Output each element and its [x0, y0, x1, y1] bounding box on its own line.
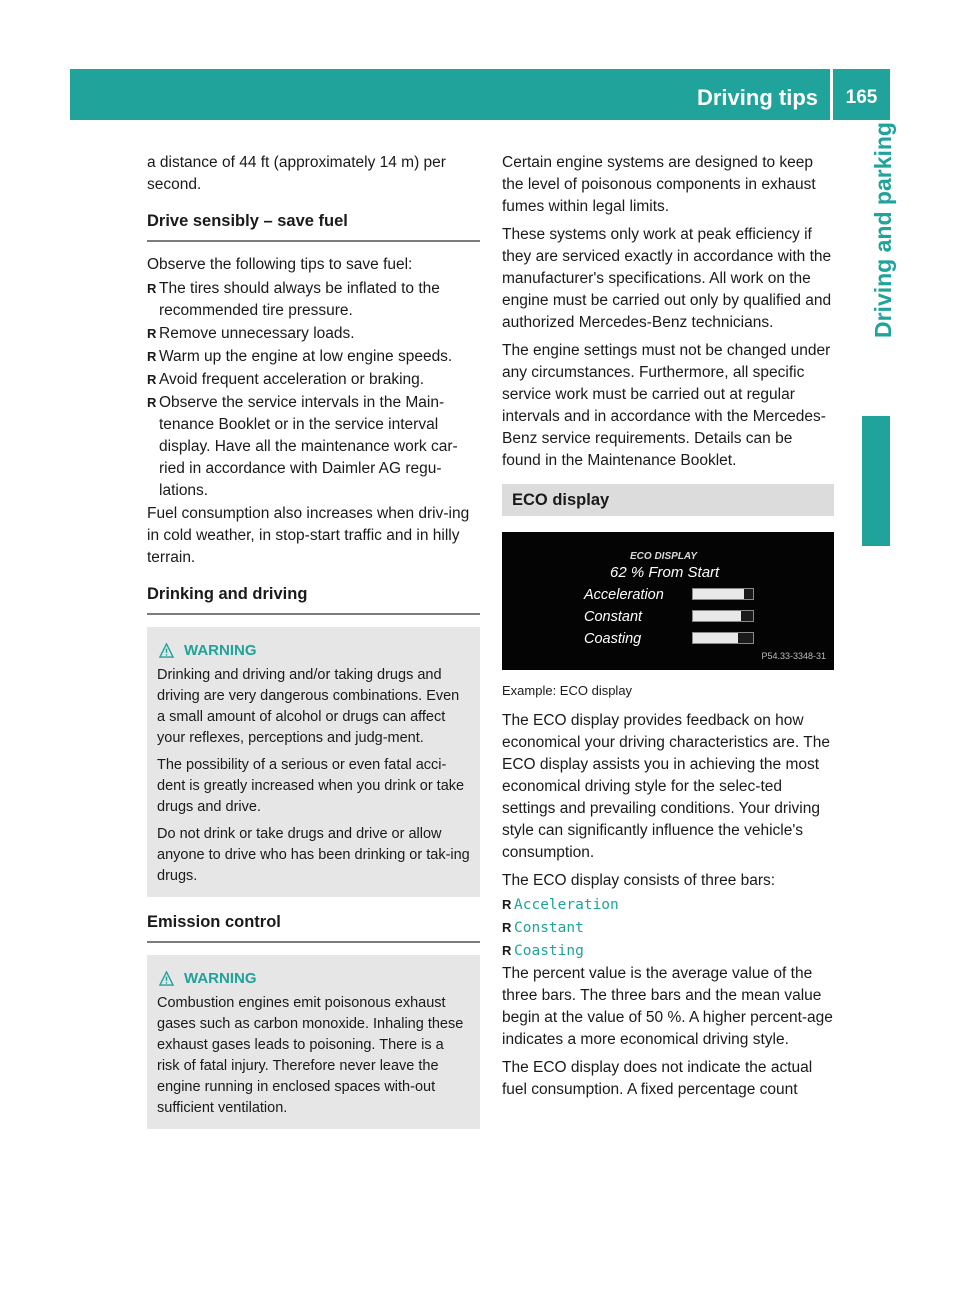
- eco-display-heading: ECO display: [502, 484, 834, 516]
- list-item: R Acceleration: [502, 894, 834, 916]
- bullet-icon: R: [147, 326, 157, 341]
- left-column: [147, 152, 480, 1143]
- bullet-icon: R: [147, 281, 157, 296]
- paragraph: The engine settings must not be changed under any circumstances. Furthermore, all specific service work must be carried out at regular intervals and in accordance with the Mercedes-Benz service requirements. Details can be found in the Maintenance Booklet.: [502, 342, 831, 469]
- fuel-heading: Drive sensibly – save fuel: [147, 210, 480, 242]
- eco-image-subtitle: 62 % From Start: [610, 564, 720, 581]
- warning-text: Do not drink or take drugs and drive or allow anyone to drive who has been drinking or tak-ing drugs.: [157, 826, 470, 884]
- bullet-icon: R: [147, 372, 157, 387]
- header-title: Driving tips: [696, 85, 818, 110]
- fuel-lead: Observe the following tips to save fuel:: [147, 256, 413, 273]
- eco-row-label: Acceleration: [584, 587, 664, 603]
- bullet-icon: R: [502, 920, 512, 935]
- drinking-heading: Drinking and driving: [147, 583, 480, 615]
- bullet-icon: R: [502, 943, 512, 958]
- eco-row-label: Constant: [584, 609, 643, 625]
- eco-image-title: ECO DISPLAY: [630, 551, 698, 562]
- right-column: [502, 152, 834, 1107]
- image-reference-code: P54.33-3348-31: [761, 651, 826, 661]
- list-item: R Coasting: [502, 940, 834, 962]
- bullet-icon: R: [502, 897, 512, 912]
- eco-bars-list: [502, 894, 834, 962]
- eco-row-label: Coasting: [584, 631, 642, 647]
- paragraph: These systems only work at peak efficiency if they are serviced exactly in accordance with the manufacturer's specifications. All work on the engine must be carried out only by qualified and authorized Mercedes-Benz technicians.: [502, 226, 832, 331]
- bullet-icon: R: [147, 349, 157, 364]
- header-bar: [70, 69, 890, 120]
- image-caption: Example: ECO display: [502, 683, 633, 698]
- paragraph: The ECO display consists of three bars:: [502, 872, 776, 889]
- warning-text: The possibility of a serious or even fatal acci-dent is greatly increased when you drink or take drugs and drive.: [157, 757, 465, 815]
- page-number: 165: [845, 87, 878, 108]
- paragraph: Certain engine systems are designed to keep the level of poisonous components in exhaust fumes within legal limits.: [502, 154, 816, 215]
- paragraph: The ECO display provides feedback on how economical your driving characteristics are. The ECO display assists you in achieving the most economical driving style for the selec-ted settings and prevailing conditions. Your driving style can significantly influence the vehicle's consumption.: [502, 712, 830, 861]
- list-item: R Remove unnecessary loads.: [147, 323, 480, 345]
- list-item: R The tires should always be inflated to the recommended tire pressure.: [147, 280, 440, 319]
- fuel-note: Fuel consumption also increases when driv-ing in cold weather, in stop-start traffic and in hilly terrain.: [147, 505, 470, 566]
- fuel-tips-list: [147, 278, 480, 502]
- warning-title: WARNING: [157, 640, 470, 661]
- list-item: R Constant: [502, 917, 834, 939]
- warning-text: Drinking and driving and/or taking drugs and driving are very dangerous combinations. Even a small amount of alcohol or drugs can affect your reflexes, perceptions and judg-ment.: [157, 667, 460, 746]
- bullet-icon: R: [147, 395, 157, 410]
- list-item: R Avoid frequent acceleration or braking.: [147, 369, 480, 391]
- eco-bar: [692, 610, 754, 622]
- list-item: R Observe the service intervals in the Main-tenance Booklet or in the service interval display. Have all the maintenance work car-ried in accordance with Daimler AG regu-lations.: [147, 394, 458, 499]
- drinking-warning-box: [147, 627, 480, 897]
- emission-warning-box: [147, 955, 480, 1129]
- emission-heading: Emission control: [147, 911, 480, 943]
- list-item: R Warm up the engine at low engine speeds.: [147, 346, 480, 368]
- intro-text: a distance of 44 ft (approximately 14 m) per second.: [147, 154, 446, 193]
- eco-bar: [692, 632, 754, 644]
- eco-bar: [692, 588, 754, 600]
- eco-display-image: [502, 532, 834, 670]
- warning-title: WARNING: [157, 968, 470, 989]
- warning-text: Combustion engines emit poisonous exhaust gases such as carbon monoxide. Inhaling these exhaust gases leads to poisoning. There is a risk of fatal injury. Therefore never leave the engine running in enclosed spaces with-out sufficient ventilation.: [157, 995, 464, 1116]
- paragraph: The ECO display does not indicate the actual fuel consumption. A fixed percentage count: [502, 1059, 813, 1098]
- warning-triangle-icon: [159, 971, 174, 986]
- paragraph: The percent value is the average value of the three bars. The three bars and the mean value begin at the value of 50 %. A higher percent-age indicates a more economical driving style.: [502, 965, 833, 1048]
- side-section-label-text: Driving and parking: [870, 122, 896, 338]
- side-tab-marker: [862, 416, 890, 546]
- warning-triangle-icon: [159, 643, 174, 658]
